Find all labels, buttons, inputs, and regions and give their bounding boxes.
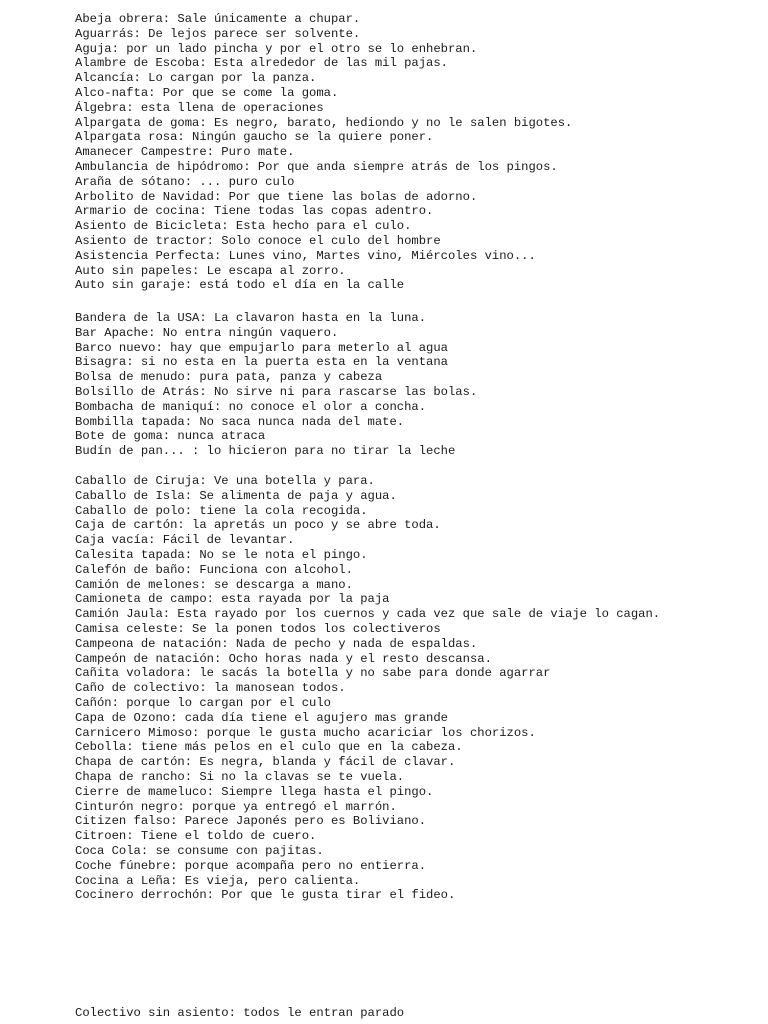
entry-line: Álgebra: esta llena de operaciones	[75, 100, 324, 115]
entry-line: Cocinero derrochón: Por que le gusta tirar el fideo.	[75, 888, 456, 903]
entry-line: Bandera de la USA: La clavaron hasta en la luna.	[75, 311, 427, 325]
entry-line: Alpargata de goma: Es negro, barato, hediondo y no le salen bigotes.	[75, 115, 573, 130]
entry-line: Camión de melones: se descarga a mano.	[75, 577, 353, 592]
entry-line: Bolsa de menudo: pura pata, panza y cabeza	[75, 370, 383, 385]
entry-line: Abeja obrera: Sale únicamente a chupar.	[75, 12, 361, 26]
entry-line: Coca Cola: se consume con pajitas.	[75, 843, 324, 858]
entry-line: Bombilla tapada: No saca nunca nada del mate.	[75, 414, 405, 429]
entry-line: Caballo de Ciruja: Ve una botella y para.	[75, 474, 375, 488]
entry-line: Cebolla: tiene más pelos en el culo que en la cabeza.	[75, 740, 463, 755]
entry-line: Asistencia Perfecta: Lunes vino, Martes vino, Miércoles vino...	[75, 248, 536, 263]
entry-line: Arbolito de Navidad: Por que tiene las bolas de adorno.	[75, 189, 478, 204]
entry-line: Camión Jaula: Esta rayado por los cuernos y cada vez que sale de viaje lo cagan.	[75, 607, 661, 622]
entry-line: Budín de pan... : lo hicieron para no tirar la leche	[75, 444, 456, 459]
entry-line: Carnicero Mimoso: porque le gusta mucho acariciar los chorizos.	[75, 725, 536, 740]
entry-line: Alpargata rosa: Ningún gaucho se la quiere poner.	[75, 130, 434, 145]
entry-line: Cañón: porque lo cargan por el culo	[75, 695, 331, 710]
entry-line: Araña de sótano: ... puro culo	[75, 174, 295, 189]
entry-line: Capa de Ozono: cada día tiene el agujero mas grande	[75, 710, 448, 725]
entry-line: Campeona de natación: Nada de pecho y nada de espaldas.	[75, 636, 478, 651]
entry-line: Cierre de mameluco: Siempre llega hasta el pingo.	[75, 784, 434, 799]
entry-line: Calefón de baño: Funciona con alcohol.	[75, 562, 353, 577]
entry-line: Cañita voladora: le sacás la botella y no sabe para donde agarrar	[75, 666, 551, 681]
entry-line: Bombacha de maniquí: no conoce el olor a concha.	[75, 399, 427, 414]
entry-line: Bisagra: si no esta en la puerta esta en la ventana	[75, 355, 448, 370]
entry-line: Alco-nafta: Por que se come la goma.	[75, 85, 339, 100]
entry-line: Cocina a Leña: Es vieja, pero calienta.	[75, 873, 361, 888]
section-a-entries	[75, 12, 755, 293]
entry-line: Citroen: Tiene el toldo de cuero.	[75, 829, 317, 844]
entry-line: Caja vacía: Fácil de levantar.	[75, 533, 295, 548]
entry-line: Aguarrás: De lejos parece ser solvente.	[75, 26, 361, 41]
entry-line: Caballo de polo: tiene la cola recogida.	[75, 503, 368, 518]
entry-line: Chapa de rancho: Si no la clavas se te vuela.	[75, 769, 405, 784]
entry-line: Asiento de tractor: Solo conoce el culo del hombre	[75, 233, 441, 248]
entry-line: Bolsillo de Atrás: No sirve ni para rascarse las bolas.	[75, 384, 478, 399]
entry-line: Barco nuevo: hay que empujarlo para meterlo al agua	[75, 340, 448, 355]
entry-line: Asiento de Bicicleta: Esta hecho para el culo.	[75, 219, 412, 234]
entry-line: Calesita tapada: No se le nota el pingo.	[75, 547, 368, 562]
entry-line: Camisa celeste: Se la ponen todos los colectiveros	[75, 621, 441, 636]
entry-line: Colectivo sin asiento: todos le entran parado	[75, 1006, 405, 1020]
section-b-entries	[75, 311, 755, 459]
entry-line: Camioneta de campo: esta rayada por la paja	[75, 592, 390, 607]
entry-line: Citizen falso: Parece Japonés pero es Boliviano.	[75, 814, 427, 829]
entry-line: Caballo de Isla: Se alimenta de paja y agua.	[75, 488, 397, 503]
entry-line: Caja de cartón: la apretás un poco y se abre toda.	[75, 518, 441, 533]
entry-line: Caño de colectivo: la manosean todos.	[75, 681, 346, 696]
entry-line: Bote de goma: nunca atraca	[75, 429, 266, 444]
entry-line: Cinturón negro: porque ya entregó el marrón.	[75, 799, 397, 814]
entry-line: Amanecer Campestre: Puro mate.	[75, 145, 295, 160]
entry-line: Ambulancia de hipódromo: Por que anda siempre atrás de los pingos.	[75, 159, 558, 174]
entry-line: Aguja: por un lado pincha y por el otro se lo enhebran.	[75, 41, 478, 56]
section-c-continued-entries	[75, 1006, 755, 1021]
entry-line: Alcancía: Lo cargan por la panza.	[75, 71, 317, 86]
entry-line: Bar Apache: No entra ningún vaquero.	[75, 325, 339, 340]
entry-line: Armario de cocina: Tiene todas las copas adentro.	[75, 204, 434, 219]
entry-line: Alambre de Escoba: Esta alrededor de las mil pajas.	[75, 56, 448, 71]
section-c-entries	[75, 474, 755, 903]
entry-line: Coche fúnebre: porque acompaña pero no entierra.	[75, 858, 427, 873]
entry-line: Chapa de cartón: Es negra, blanda y fácil de clavar.	[75, 755, 456, 770]
entry-line: Campeón de natación: Ocho horas nada y el resto descansa.	[75, 651, 492, 666]
entry-line: Auto sin papeles: Le escapa al zorro.	[75, 263, 346, 278]
entry-line: Auto sin garaje: está todo el día en la calle	[75, 278, 405, 293]
